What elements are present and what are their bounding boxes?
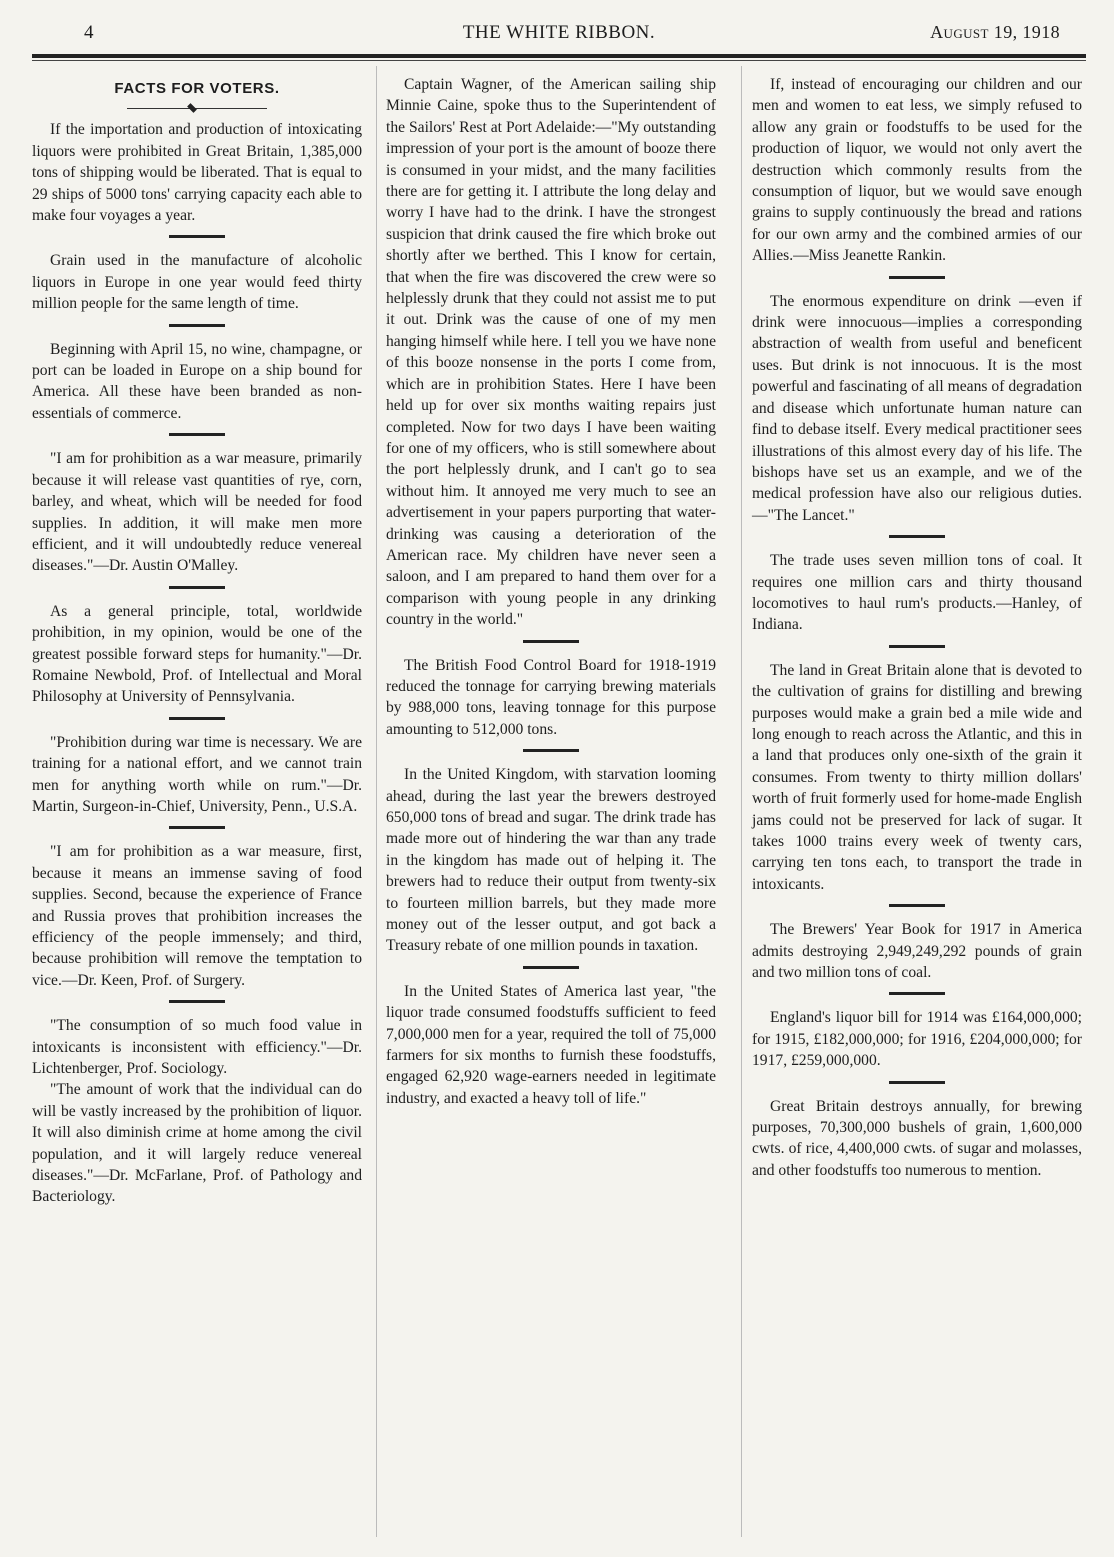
article-separator [889, 535, 945, 538]
article-paragraph: The enormous expenditure on drink —even if drink were innocuous—implies a corresponding abstraction of wealth from useful and beneficent uses. But drink is not innocuous. It is the most powerful and fascinating of all means of degradation and disease which unfortunate human nature can find to debase itself. Every medical practitioner sees illustrations of this almost every day of his life. The bishops have set us an example, and we of the medical profession have also our religious duties.—"The Lancet." [752, 292, 1082, 524]
article-separator [889, 276, 945, 279]
article-separator [169, 1000, 225, 1003]
column-2 [386, 74, 716, 1109]
article-paragraph: "The amount of work that the individual can do will be vastly increased by the prohibition of liquor. It will also diminish crime at home among the civil population, and it will largely reduce venereal diseases."—Dr. McFarlane, Prof. of Pathology and Bacteriology. [32, 1081, 362, 1206]
article-paragraph: England's liquor bill for 1914 was £164,000,000; for 1915, £182,000,000; for 1916, £204,000,000; for 1917, £259,000,000. [752, 1009, 1082, 1070]
page-number: 4 [84, 22, 94, 43]
article-separator [169, 586, 225, 589]
article-paragraph: The British Food Control Board for 1918-1919 reduced the tonnage for carrying brewing materials by 988,000 tons, leaving tonnage for this purpose amounting to 512,000 tons. [386, 656, 716, 738]
article-separator [523, 966, 579, 969]
section-heading: FACTS FOR VOTERS. [114, 80, 280, 97]
header-rule-thin [32, 60, 1086, 61]
article-paragraph: The land in Great Britain alone that is devoted to the cultivation of grains for distilling and brewing purposes would make a grain bed a mile wide and long enough to reach across the Atlantic, and this in a land that produces only one-sixth of the grain it consumes. From twenty to thirty million dollars' worth of fruit formerly used for home-made English jams could not be preserved for lack of sugar. It takes 1000 trains every week of twenty cars, carrying ten tons each, to transport the trade in intoxicants. [752, 661, 1082, 893]
article-paragraph: "Prohibition during war time is necessary. We are training for a national effort, and we cannot train men for anything worth while on rum."—Dr. Martin, Surgeon-in-Chief, University, Penn., U.S.A. [32, 733, 362, 815]
article-paragraph: Captain Wagner, of the American sailing ship Minnie Caine, spoke thus to the Superintendent of the Sailors' Rest at Port Adelaide:—"My outstanding impression of your port is the amount of booze there is consumed in your midst, and the many facilities there are for getting it. I attribute the long delay and worry I have had to the drink. I have the strongest suspicion that drink caused the fire which broke out shortly after we berthed. This I know for certain, that when the fire was discovered the crew were so helplessly drunk that they could not assist me to put it out. Drink was the cause of one of my men hanging himself while here. I tell you we have none of this booze nonsense in the ports I come from, which are in prohibition States. Here I have been held up for over six months waiting repairs just completed. Now for two days I have been waiting for one of my officers, who is still somewhere about the port helplessly drunk, and I can't go to sea without him. It annoyed me very much to see an advertisement in your papers purporting that water-drinking was causing a deterioration of the American race. My children have never seen a saloon, and I am prepared to hand them over for a comparison with young people in any drinking country in the world." [386, 76, 716, 629]
article-separator [523, 749, 579, 752]
column-divider [376, 66, 377, 1537]
article-paragraph: Great Britain destroys annually, for brewing purposes, 70,300,000 bushels of grain, 1,600,000 cwts. of rice, 4,400,000 cwts. of sugar and molasses, and other foodstuffs too numerous to mention. [752, 1097, 1082, 1179]
article-paragraph: As a general principle, total, worldwide prohibition, in my opinion, would be one of the greatest possible forward steps for humanity."—Dr. Romaine Newbold, Prof. of Intellectual and Moral Philosophy at University of Pennsylvania. [32, 602, 362, 706]
article-paragraph: "I am for prohibition as a war measure, primarily because it will release vast quantities of rye, corn, barley, and wheat, which will be needed for food supplies. In addition, it will make men more efficient, and it will undoubtedly reduce venereal diseases."—Dr. Austin O'Malley. [32, 450, 362, 575]
article-separator [169, 324, 225, 327]
article-separator [889, 904, 945, 907]
article-paragraph: If, instead of encouraging our children and our men and women to eat less, we simply refused to allow any grain or foodstuffs to be used for the production of liquor, we would not only avert the destruction which commonly results from the consumption of liquor, but we would save enough grains to supply continuously the bread and rations for our own army and the combined armies of our Allies.—Miss Jeanette Rankin. [752, 76, 1082, 265]
column-3 [752, 74, 1082, 1181]
publication-title: THE WHITE RIBBON. [462, 22, 656, 43]
page-header [32, 20, 1086, 50]
article-separator [523, 640, 579, 643]
issue-date: August 19, 1918 [930, 22, 1060, 42]
heading-ornament [32, 101, 362, 115]
article-separator [889, 992, 945, 995]
article-separator [889, 1081, 945, 1084]
article-paragraph: "The consumption of so much food value in intoxicants is inconsistent with efficiency."—Dr. Lichtenberger, Prof. Sociology. [32, 1017, 362, 1078]
article-paragraph: Grain used in the manufacture of alcoholic liquors in Europe in one year would feed thirty million people for the same length of time. [32, 252, 362, 313]
article-paragraph: In the United Kingdom, with starvation looming ahead, during the last year the brewers destroyed 650,000 tons of bread and sugar. The drink trade has made more out of hindering the war than any trade in the kingdom has made out of helping it. The brewers had to reduce their output from twenty-six to fourteen million barrels, but they made more money out of the lesser output, and got back a Treasury rebate of one million pounds in taxation. [386, 766, 716, 955]
article-paragraph: The Brewers' Year Book for 1917 in America admits destroying 2,949,249,292 pounds of grain and two million tons of coal. [752, 921, 1082, 982]
column-divider [741, 66, 742, 1537]
article-separator [169, 717, 225, 720]
article-separator [169, 433, 225, 436]
article-paragraph: If the importation and production of intoxicating liquors were prohibited in Great Britain, 1,385,000 tons of shipping would be liberated. That is equal to 29 ships of 5000 tons' carrying capacity each able to make four voyages a year. [32, 121, 362, 225]
article-separator [169, 235, 225, 238]
article-paragraph: "I am for prohibition as a war measure, first, because it means an immense saving of food supplies. Second, because the experience of France and Russia proves that prohibition increases the efficiency of the people immensely; and third, because prohibition will remove the temptation to vice.—Dr. Keen, Prof. of Surgery. [32, 843, 362, 989]
column-1 [32, 74, 362, 1208]
article-separator [169, 826, 225, 829]
article-separator [889, 645, 945, 648]
article-paragraph: Beginning with April 15, no wine, champagne, or port can be loaded in Europe on a ship bound for America. All these have been branded as non-essentials of commerce. [32, 340, 362, 422]
article-paragraph: In the United States of America last year, "the liquor trade consumed foodstuffs sufficient to feed 7,000,000 men for a year, required the toll of 75,000 farmers for six months to furnish these foodstuffs, engaged 62,920 wage-earners needed in legitimate industry, and exacted a heavy toll of life." [386, 982, 716, 1107]
header-rule [32, 54, 1086, 58]
article-paragraph: The trade uses seven million tons of coal. It requires one million cars and thirty thousand locomotives to haul rum's products.—Hanley, of Indiana. [752, 552, 1082, 634]
